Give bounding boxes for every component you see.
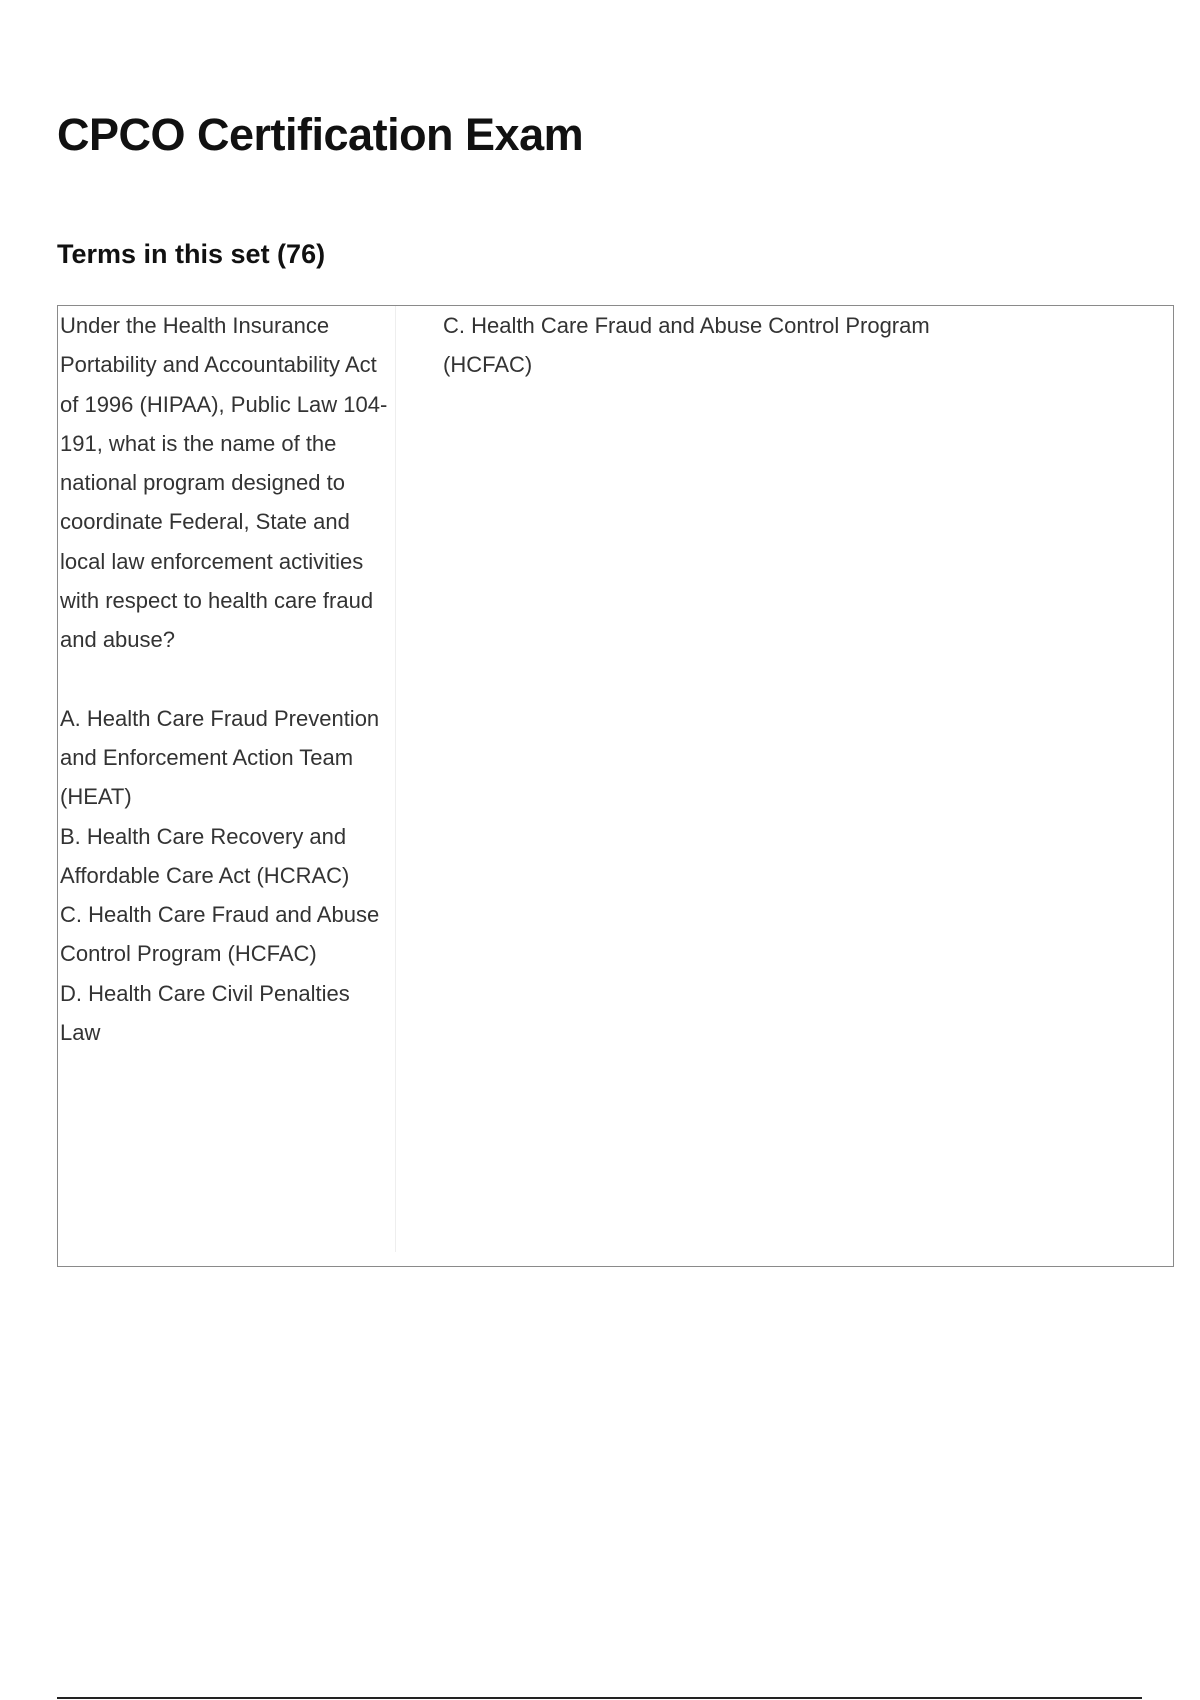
page-title: CPCO Certification Exam xyxy=(57,109,584,160)
terms-table xyxy=(57,305,1174,1267)
term-answer-text: C. Health Care Fraud and Abuse Control Program (HCFAC) xyxy=(443,313,930,378)
term-option-a: A. Health Care Fraud Prevention and Enforcement Action Team (HEAT) xyxy=(60,705,380,810)
term-option-d: D. Health Care Civil Penalties Law xyxy=(60,980,350,1046)
term-question-cell xyxy=(58,306,396,1252)
term-option-b: B. Health Care Recovery and Affordable Care Act (HCRAC) xyxy=(60,823,350,888)
footer-divider xyxy=(57,1697,1142,1699)
terms-count-heading: Terms in this set (76) xyxy=(57,239,326,269)
term-option-c: C. Health Care Fraud and Abuse Control Program (HCFAC) xyxy=(60,902,380,967)
term-question-text: Under the Health Insurance Portability and Accountability Act of 1996 (HIPAA), Public Law 104-191, what is the name of the national program designed to coordinate Federal, State and local law enforcement activities with respect to health care fraud and abuse? xyxy=(60,313,388,653)
term-answer-cell xyxy=(396,306,1173,1266)
